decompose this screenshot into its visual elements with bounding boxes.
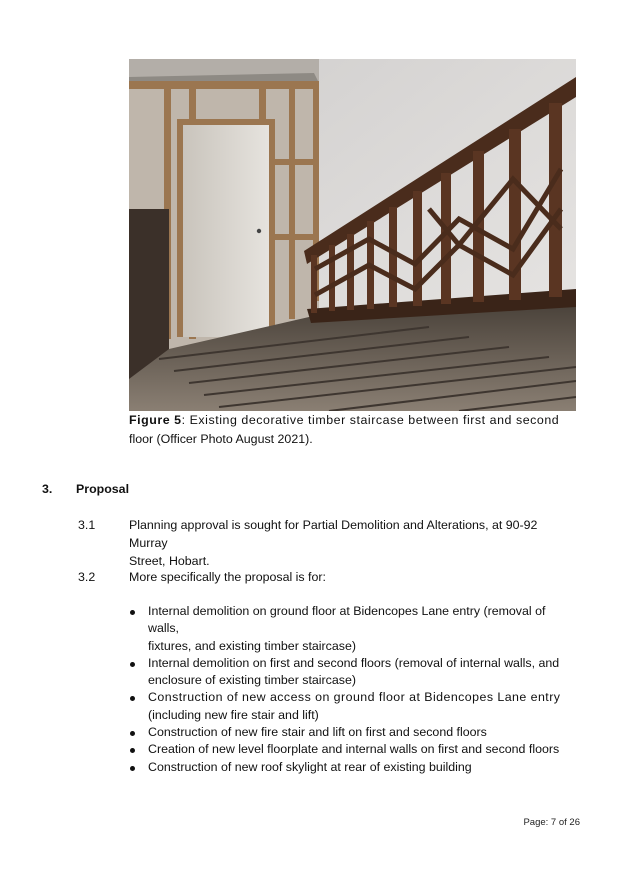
list-item-line2: fixtures, and existing timber staircase) (148, 638, 356, 653)
list-item (129, 655, 579, 690)
bullet-icon (130, 748, 135, 753)
list-item-line1: Construction of new fire stair and lift on first and second floors (148, 725, 487, 740)
list-item-line2: enclosure of existing timber staircase) (148, 673, 356, 688)
caption-line2: floor (Officer Photo August 2021). (129, 432, 313, 446)
caption-text: : Existing decorative timber staircase between first and second (181, 413, 560, 427)
door-handle (257, 229, 261, 233)
paragraph-text (129, 516, 576, 570)
section-number: 3. (42, 482, 53, 496)
paragraph-number: 3.2 (78, 570, 96, 584)
door (183, 125, 269, 337)
list-item-line1: Internal demolition on first and second floors (removal of internal walls, and (148, 655, 560, 670)
figure-caption (129, 411, 576, 449)
staircase-photo-graphic (129, 59, 576, 411)
paragraph-line2: Street, Hobart. (129, 554, 210, 568)
paragraph-number: 3.1 (78, 518, 96, 532)
caption-line1 (129, 411, 576, 430)
staircase-photo (129, 59, 576, 411)
list-item-line1: Internal demolition on ground floor at Bidencopes Lane entry (removal of walls, (148, 604, 546, 636)
list-item (129, 689, 579, 724)
bullet-icon (130, 696, 135, 701)
list-item-line1: Construction of new roof skylight at rear of existing building (148, 759, 472, 774)
page-number: Page: 7 of 26 (523, 817, 580, 828)
list-item-line2: (including new fire stair and lift) (148, 707, 319, 722)
section-title: Proposal (76, 482, 130, 496)
paragraph-text (129, 568, 576, 586)
paragraph-line1: More specifically the proposal is for: (129, 570, 326, 584)
bullet-icon (130, 662, 135, 667)
paragraph-3-1 (78, 516, 578, 568)
bullet-icon (130, 731, 135, 736)
paragraph-3-2 (78, 568, 578, 586)
list-item (129, 724, 579, 741)
list-item (129, 741, 579, 758)
proposal-bullet-list (129, 603, 579, 776)
list-item-line1: Construction of new access on ground floor at Bidencopes Lane entry (148, 690, 561, 705)
list-item (129, 603, 579, 655)
list-item-line1: Creation of new level floorplate and internal walls on first and second floors (148, 742, 560, 757)
paragraph-line1: Planning approval is sought for Partial Demolition and Alterations, at 90-92 Murray (129, 518, 538, 550)
list-item (129, 759, 579, 776)
bullet-icon (130, 766, 135, 771)
bullet-icon (130, 610, 135, 615)
caption-label: Figure 5 (129, 413, 182, 427)
